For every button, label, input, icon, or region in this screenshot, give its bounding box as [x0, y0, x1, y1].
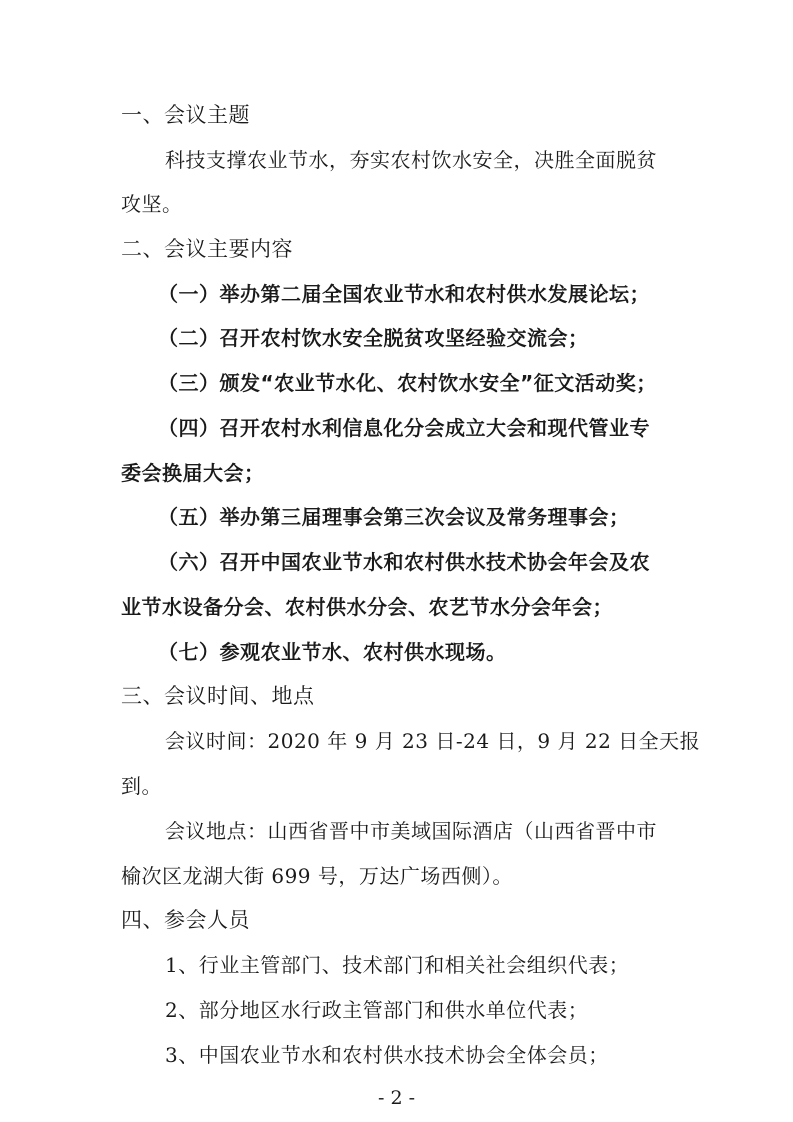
section-2-item-6-line-2: 业节水设备分会、农村供水分会、农艺节水分会年会；	[121, 595, 613, 619]
section-4-heading: 四、参会人员	[121, 908, 250, 932]
section-2-item-4-line-2: 委会换届大会；	[121, 461, 265, 485]
attendee-item-1: 1、行业主管部门、技术部门和相关社会组织代表；	[165, 953, 630, 977]
meeting-time-line-2: 到。	[121, 774, 162, 798]
section-1-body-line-1: 科技支撑农业节水，夯实农村饮水安全，决胜全面脱贫	[165, 148, 657, 172]
section-2-item-3: （三）颁发“农业节水化、农村饮水安全”征文活动奖；	[158, 371, 657, 395]
section-2-item-7: （七）参观农业节水、农村供水现场。	[158, 640, 507, 664]
section-2-item-6-line-1: （六）召开中国农业节水和农村供水技术协会年会及农	[158, 550, 650, 574]
section-2-item-2: （二）召开农村饮水安全脱贫攻坚经验交流会；	[158, 326, 589, 350]
meeting-place-line-2: 榆次区龙湖大街 699 号，万达广场西侧）。	[121, 864, 513, 888]
section-2-item-1: （一）举办第二届全国农业节水和农村供水发展论坛；	[158, 282, 650, 306]
section-2-item-5: （五）举办第三届理事会第三次会议及常务理事会；	[158, 505, 630, 529]
meeting-time-line-1: 会议时间：2020 年 9 月 23 日-24 日，9 月 22 日全天报	[165, 729, 701, 753]
section-1-heading: 一、会议主题	[121, 103, 250, 127]
attendee-item-3: 3、中国农业节水和农村供水技术协会全体会员；	[165, 1043, 609, 1067]
section-1-body-line-2: 攻坚。	[121, 192, 183, 216]
section-3-heading: 三、会议时间、地点	[121, 684, 315, 708]
meeting-place-line-1: 会议地点：山西省晋中市美域国际酒店（山西省晋中市	[165, 819, 657, 843]
page-number: - 2 -	[377, 1087, 415, 1109]
section-2-heading: 二、会议主要内容	[121, 237, 293, 261]
attendee-item-2: 2、部分地区水行政主管部门和供水单位代表；	[165, 998, 589, 1022]
section-2-item-4-line-1: （四）召开农村水利信息化分会成立大会和现代管业专	[158, 416, 650, 440]
